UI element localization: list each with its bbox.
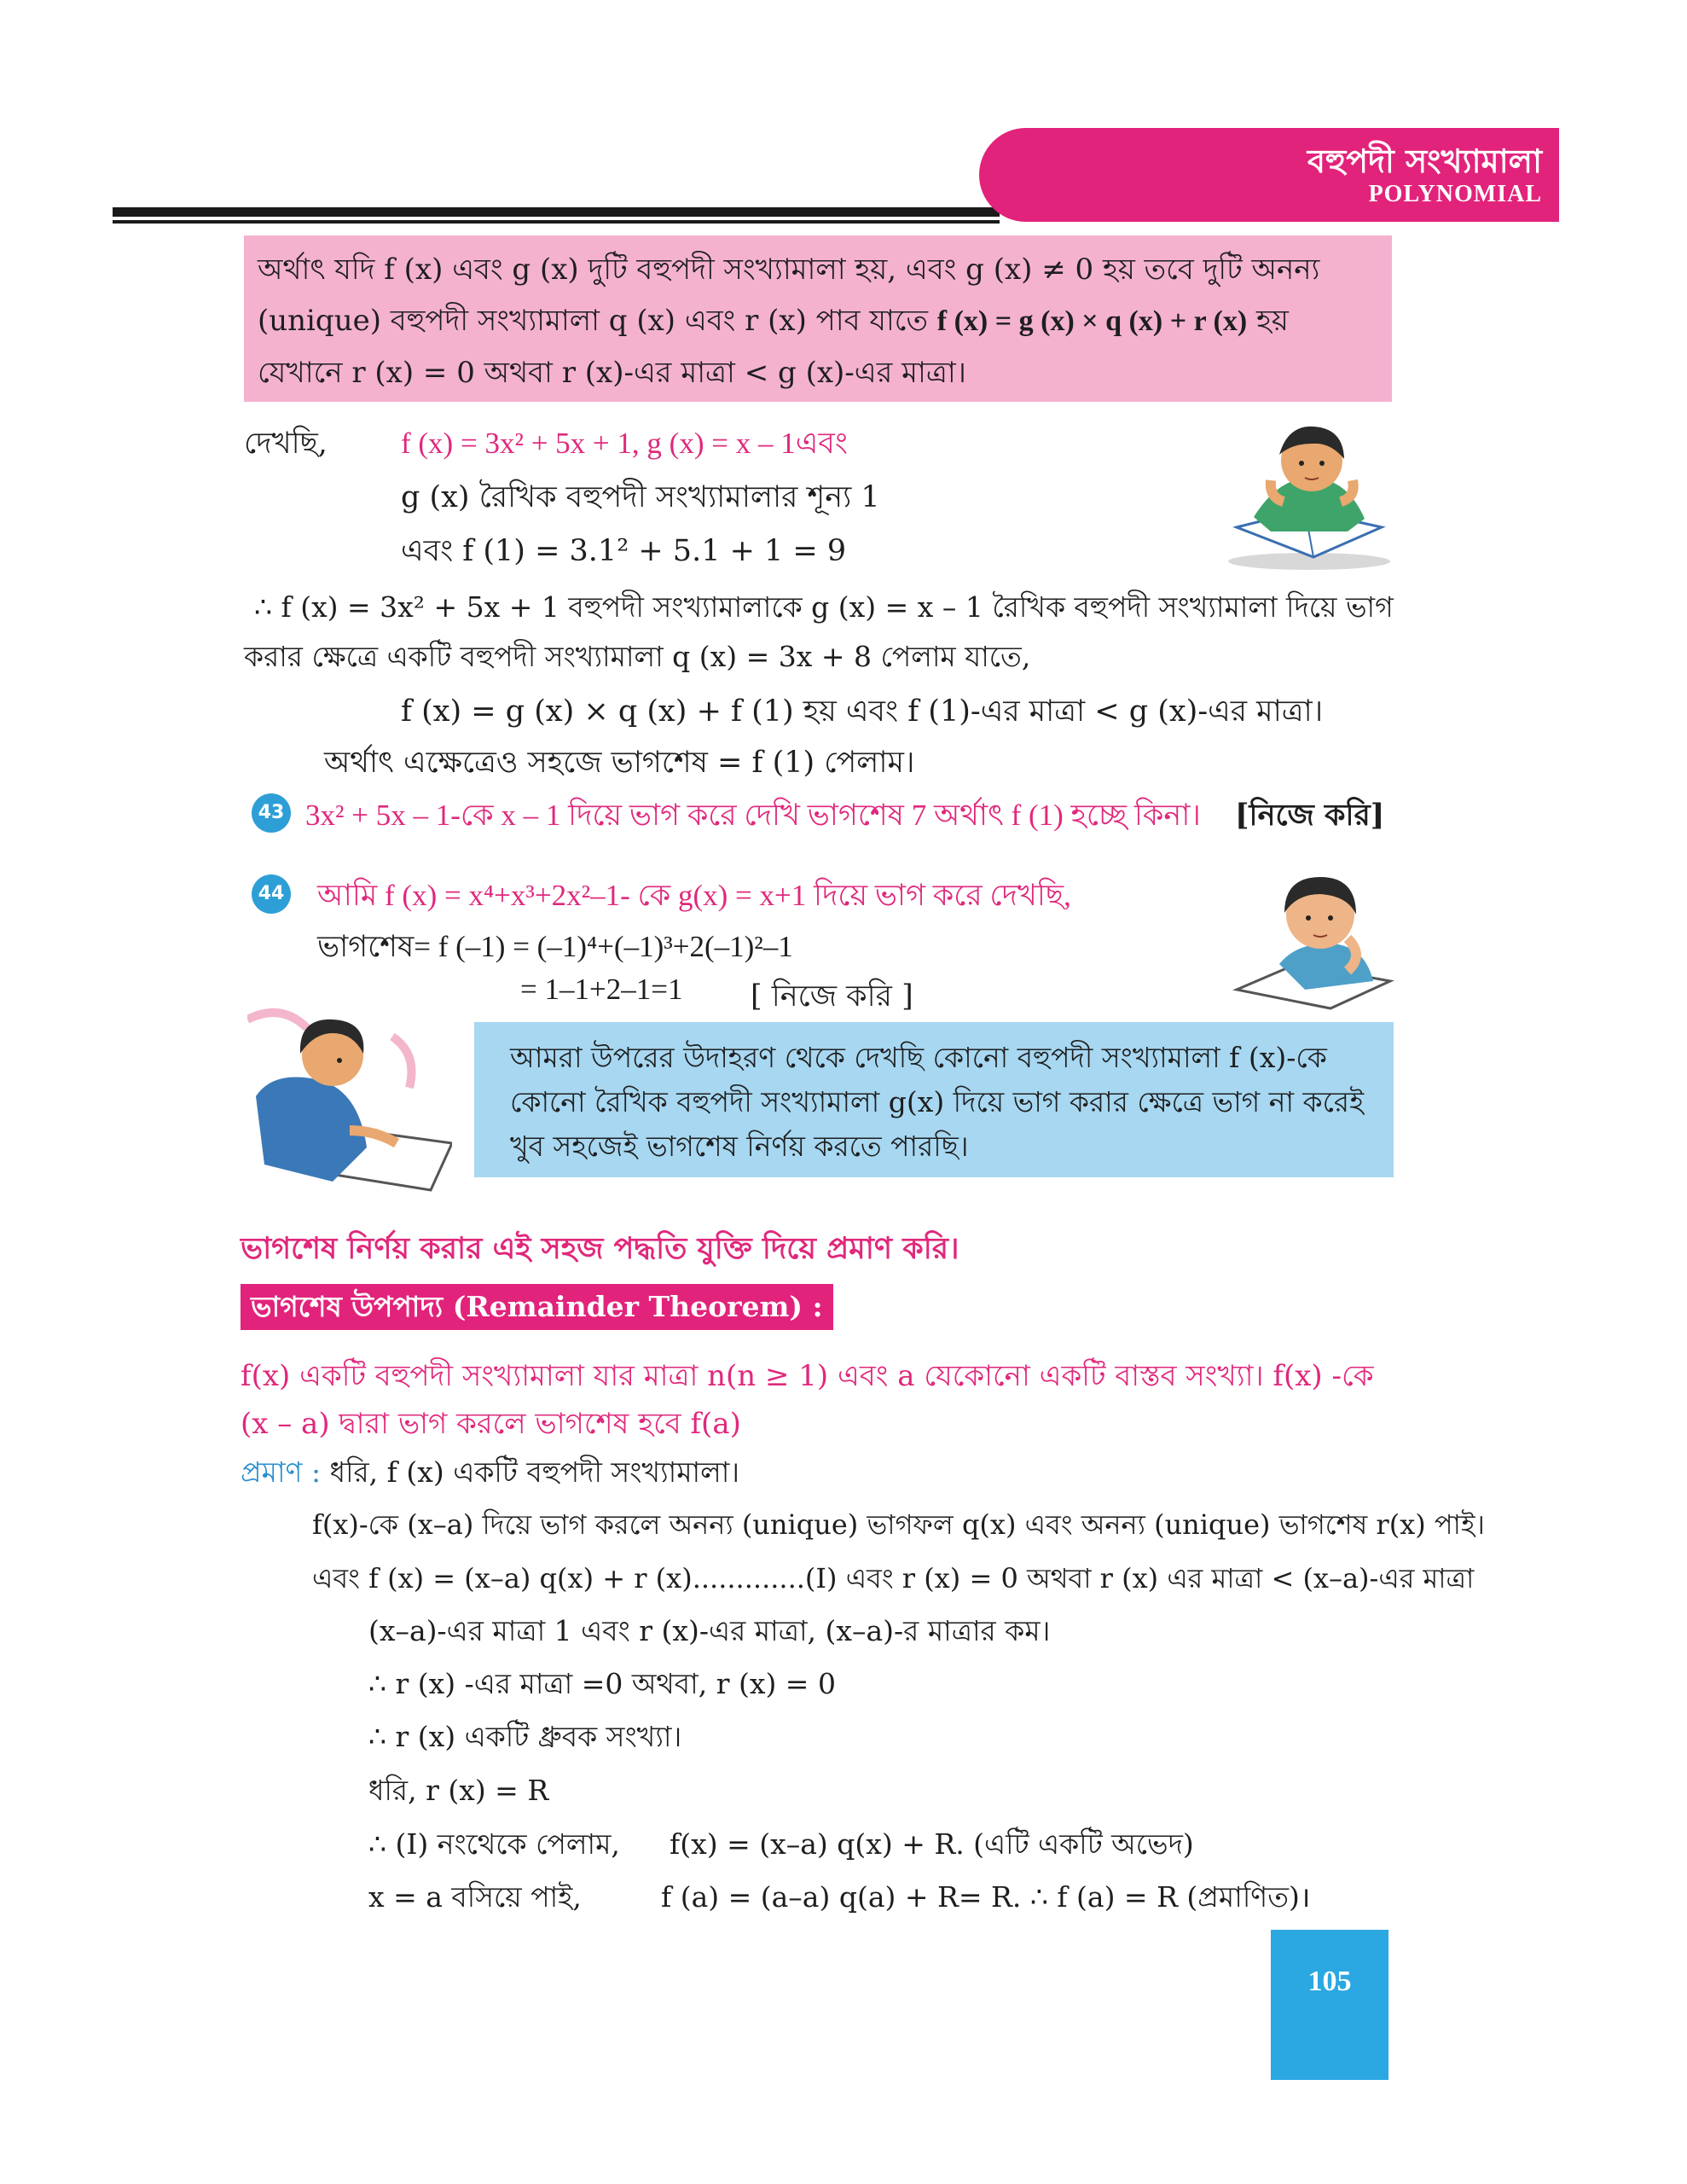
- proof-label: প্রমাণ :: [241, 1455, 322, 1489]
- example-line-7: অর্থাৎ এক্ষেত্রেও সহজে ভাগশেষ = f (1) পেলাম।: [324, 746, 915, 780]
- proof-line-8b: f(x) = (x–a) q(x) + R. (এটি একটি অভেদ): [670, 1827, 1194, 1861]
- proof-line-4: (x–a)-এর মাত্রা 1 এবং r (x)-এর মাত্রা, (x–a)-র মাত্রার কম।: [368, 1614, 1051, 1647]
- page-number-box: [1271, 1930, 1388, 2080]
- example-line-3: এবং f (1) = 3.1² + 5.1 + 1 = 9: [401, 534, 847, 568]
- question-44-number: 44: [252, 874, 291, 914]
- example-line-5: করার ক্ষেত্রে একটি বহুপদী সংখ্যামালা q (x) = 3x + 8 পেলাম যাতে,: [244, 640, 1031, 673]
- prove-heading: ভাগশেষ নির্ণয় করার এই সহজ পদ্ধতি যুক্তি দিয়ে প্রমাণ করি।: [241, 1231, 959, 1266]
- girl-thinking-illustration: [1228, 862, 1399, 1011]
- question-44-line-1: আমি f (x) = x⁴+x³+2x²–1- কে g(x) = x+1 দিয়ে ভাগ করে দেখছি,: [317, 879, 1071, 912]
- student-writing-illustration: [247, 1002, 452, 1199]
- proof-line-1: ধরি, f (x) একটি বহুপদী সংখ্যামালা।: [329, 1455, 740, 1489]
- chapter-header-tab: [979, 128, 1559, 222]
- example-line-4: ∴ f (x) = 3x² + 5x + 1 বহুপদী সংখ্যামালাকে g (x) = x – 1 রৈখিক বহুপদী সংখ্যামালা দিয়ে ভাগ: [254, 590, 1394, 624]
- proof-line-9b: f (a) = (a–a) q(a) + R= R. ∴ f (a) = R (প্রমাণিত)।: [661, 1880, 1311, 1914]
- question-43-tag: [নিজে করি]: [1235, 798, 1385, 833]
- example-line-6: f (x) = g (x) × q (x) + f (1) হয় এবং f (1)-এর মাত্রা < g (x)-এর মাত্রা।: [401, 694, 1324, 729]
- proof-line-9a: x = a বসিয়ে পাই,: [368, 1880, 582, 1914]
- proof-line-7: ধরি, r (x) = R: [368, 1774, 549, 1807]
- proof-line-5: ∴ r (x) -এর মাত্রা =0 অথবা, r (x) = 0: [368, 1667, 836, 1700]
- question-43-number: 43: [252, 793, 291, 833]
- page-number: 105: [1307, 1966, 1352, 1997]
- observation-note-box: [474, 1022, 1394, 1177]
- example-line-2: g (x) রৈখিক বহুপদী সংখ্যামালার শূন্য 1: [401, 480, 880, 514]
- definition-formula: f (x) = g (x) × q (x) + r (x): [936, 305, 1248, 337]
- definition-text-2: হয় যেখানে r (x) = 0 অথবা r (x)-এর মাত্রা < g (x)-এর মাত্রা।: [258, 304, 1289, 390]
- chapter-subtitle: POLYNOMIAL: [1368, 181, 1542, 207]
- boy-reading-illustration: [1220, 416, 1399, 570]
- proof-intro: [241, 1450, 739, 1498]
- header-rule-thin: [113, 220, 1000, 224]
- example-label: দেখছি,: [244, 427, 328, 461]
- proof-line-6: ∴ r (x) একটি ধ্রুবক সংখ্যা।: [368, 1720, 682, 1753]
- example-line-1: f (x) = 3x² + 5x + 1, g (x) = x – 1এবং: [401, 427, 848, 460]
- proof-line-8a: ∴ (I) নংথেকে পেলাম,: [368, 1827, 620, 1861]
- question-44-line-2: ভাগশেষ= f (–1) = (–1)⁴+(–1)³+2(–1)²–1: [317, 930, 793, 963]
- proof-line-3: এবং f (x) = (x–a) q(x) + r (x).............(I) এবং r (x) = 0 অথবা r (x) এর মাত্রা < (x–a)-এর মাত্রা: [312, 1562, 1475, 1594]
- question-43-text: 3x² + 5x – 1-কে x – 1 দিয়ে ভাগ করে দেখি ভাগশেষ 7 অর্থাৎ f (1) হচ্ছে কিনা।: [305, 799, 1201, 832]
- definition-text: অর্থাৎ যদি f (x) এবং g (x) দুটি বহুপদী সংখ্যামালা হয়, এবং g (x) ≠ 0 হয় তবে দুটি অনন্য (unique) বহুপদী সংখ্যামালা q (x) এবং r (x) পাব যাতে: [258, 253, 1320, 338]
- observation-note-text: আমরা উপরের উদাহরণ থেকে দেখছি কোনো বহুপদী সংখ্যামালা f (x)-কে কোনো রৈখিক বহুপদী সংখ্যামালা g(x) দিয়ে ভাগ করার ক্ষেত্রে ভাগ না করেই খুব সহজেই ভাগশেষ নির্ণয় করতে পারছি।: [510, 1041, 1365, 1163]
- proof-line-2: f(x)-কে (x–a) দিয়ে ভাগ করলে অনন্য (unique) ভাগফল q(x) এবং অনন্য (unique) ভাগশেষ r(x) পাই।: [312, 1508, 1485, 1541]
- chapter-title: বহুপদী সংখ্যামালা: [1307, 142, 1542, 180]
- definition-box: [244, 235, 1392, 402]
- header-rule: [113, 207, 1000, 217]
- theorem-label: ভাগশেষ উপপাদ্য (Remainder Theorem) :: [241, 1284, 833, 1330]
- theorem-statement: f(x) একটি বহুপদী সংখ্যামালা যার মাত্রা n(n ≥ 1) এবং a যেকোনো একটি বাস্তব সংখ্যা। f(x) -কে (x – a) দ্বারা ভাগ করলে ভাগশেষ হবে f(a): [241, 1359, 1374, 1441]
- question-44-tag: [ নিজে করি ]: [751, 979, 913, 1014]
- question-44-line-3: = 1–1+2–1=1: [520, 973, 683, 1006]
